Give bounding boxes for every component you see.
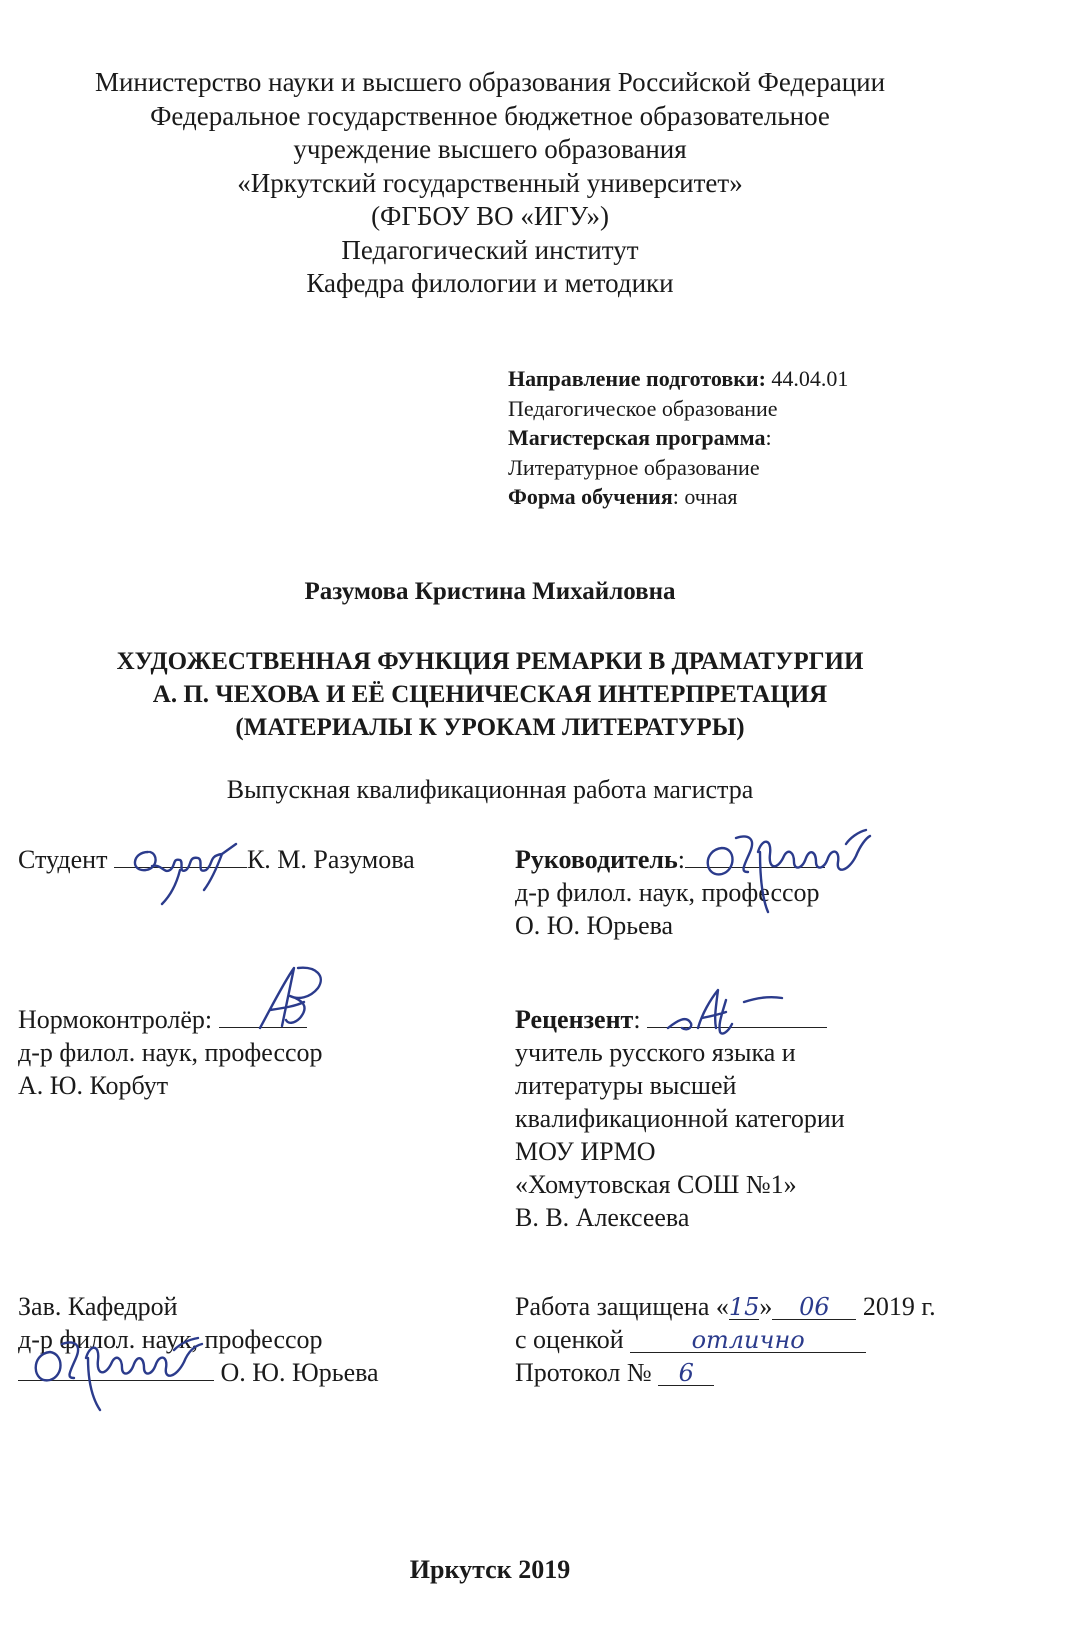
header-line: Министерство науки и высшего образования Российской Федерации (94, 67, 886, 97)
grade-label: с оценкой (515, 1325, 631, 1354)
header-line: учреждение высшего образования (293, 134, 687, 164)
city-year: Иркутск 2019 (409, 1555, 571, 1584)
signature-line (18, 1379, 214, 1381)
direction-label: Направление подготовки: (508, 366, 766, 391)
grade-value: отлично (630, 1328, 866, 1353)
header-line: Педагогический институт (341, 234, 639, 265)
institution-header (0, 66, 980, 301)
header-line: (ФГБОУ ВО «ИГУ») (371, 201, 609, 231)
program-info (508, 364, 848, 512)
protocol-label: Протокол № (515, 1358, 659, 1387)
title-line: А. П. ЧЕХОВА И ЕЁ СЦЕНИЧЕСКАЯ ИНТЕРПРЕТАЦИЯ (152, 681, 828, 708)
normcontrol-label: Нормоконтролёр: (18, 1005, 219, 1034)
defense-month: 06 (772, 1295, 856, 1320)
author-name: Разумова Кристина Михайловна (304, 578, 676, 605)
head-degree: д-р филол. наук, профессор (18, 1325, 323, 1354)
defense-day: 15 (728, 1293, 760, 1321)
normcontrol-block (18, 1003, 323, 1102)
head-label: Зав. Кафедрой (18, 1292, 178, 1321)
master-name: Литературное образование (508, 454, 760, 480)
defense-label: Работа защищена « (515, 1292, 729, 1321)
supervisor-colon: : (677, 845, 686, 874)
supervisor-name: О. Ю. Юрьева (515, 911, 674, 940)
direction-code: 44.04.01 (765, 366, 849, 391)
signature-line (685, 866, 825, 868)
reviewer-position: литературы высшей (515, 1071, 737, 1100)
protocol-number: 6 (658, 1361, 714, 1386)
header-line: «Иркутский государственный университет» (237, 167, 743, 198)
header-line: Федеральное государственное бюджетное образовательное (150, 100, 830, 131)
reviewer-organization: МОУ ИРМО (515, 1137, 656, 1166)
defense-year: 2019 г. (856, 1292, 936, 1321)
normcontrol-degree: д-р филол. наук, профессор (18, 1038, 323, 1067)
signature-line (647, 1026, 827, 1028)
reviewer-position: квалификационной категории (515, 1104, 845, 1133)
supervisor-degree: д-р филол. наук, профессор (515, 878, 820, 907)
form-value: : очная (672, 484, 738, 509)
reviewer-position: учитель русского языка и (515, 1038, 796, 1067)
signature-line (219, 1026, 307, 1028)
work-type: Выпускная квалификационная работа магистра (226, 775, 754, 804)
normcontrol-name: А. Ю. Корбут (18, 1071, 169, 1100)
title-line: ХУДОЖЕСТВЕННАЯ ФУНКЦИЯ РЕМАРКИ В ДРАМАТУРГИИ (116, 648, 864, 675)
direction-name: Педагогическое образование (508, 395, 778, 421)
reviewer-colon: : (633, 1005, 648, 1034)
supervisor-block (515, 843, 825, 942)
student-name: К. М. Разумова (246, 845, 415, 874)
title-line: (МАТЕРИАЛЫ К УРОКАМ ЛИТЕРАТУРЫ) (235, 714, 745, 741)
form-label: Форма обучения (508, 484, 673, 509)
reviewer-label: Рецензент (515, 1005, 634, 1034)
student-label: Студент (18, 845, 114, 874)
student-block (18, 843, 415, 876)
head-name: О. Ю. Юрьева (214, 1358, 379, 1387)
thesis-title (0, 645, 980, 744)
master-label: Магистерская программа (508, 425, 766, 450)
signature-line (114, 866, 247, 868)
reviewer-block (515, 1003, 845, 1234)
master-colon: : (765, 425, 772, 450)
reviewer-organization: «Хомутовская СОШ №1» (515, 1170, 797, 1199)
supervisor-label: Руководитель (515, 845, 678, 874)
defense-block (515, 1290, 936, 1389)
defense-mid: » (759, 1292, 773, 1321)
header-line: Кафедра филологии и методики (306, 268, 674, 298)
reviewer-name: В. В. Алексеева (515, 1203, 690, 1232)
head-block (18, 1290, 379, 1389)
